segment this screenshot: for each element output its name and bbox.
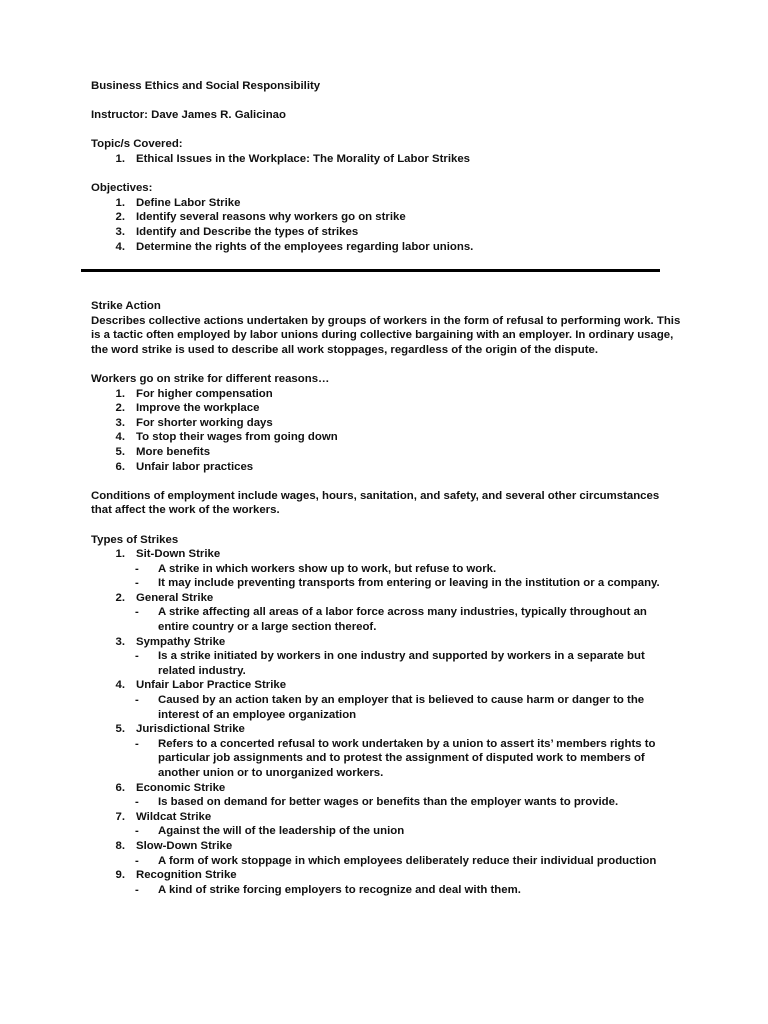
topic-item (91, 152, 691, 167)
bullet-text: It may include preventing transports from entering or leaving in the institution or a company. (158, 577, 660, 590)
dash-marker: - (135, 854, 139, 867)
list-number: 2. (115, 402, 125, 415)
strike-type-name: General Strike (136, 591, 214, 604)
strike-type-name: Economic Strike (136, 781, 226, 794)
reason-item (91, 445, 681, 460)
strike-type-name: Wildcat Strike (136, 810, 212, 823)
conditions-text: Conditions of employment include wages, hours, sanitation, and safety, and several other circumstances that affect the work of the workers. (91, 489, 660, 517)
instructor-line: Instructor: Dave James R. Galicinao (91, 109, 286, 122)
reason-text: Improve the workplace (136, 402, 260, 415)
strike-type-bullet (91, 605, 681, 634)
list-number: 7. (115, 810, 125, 823)
strike-type-name: Recognition Strike (136, 869, 237, 882)
list-number: 2. (115, 591, 125, 604)
dash-marker: - (135, 562, 139, 575)
strike-type-title (91, 635, 681, 650)
strike-type-title (91, 678, 681, 693)
topic-text: Ethical Issues in the Workplace: The Morality of Labor Strikes (136, 152, 470, 165)
strike-type-bullet (91, 693, 681, 722)
reasons-heading: Workers go on strike for different reasons… (91, 372, 330, 385)
list-number: 1. (115, 548, 125, 561)
list-number: 9. (115, 869, 125, 882)
types-heading: Types of Strikes (91, 533, 179, 546)
dash-marker: - (135, 694, 139, 707)
bullet-text: Is based on demand for better wages or benefits than the employer wants to provide. (158, 796, 619, 809)
dash-marker: - (135, 650, 139, 663)
strike-type-name: Slow-Down Strike (136, 839, 233, 852)
strike-type-name: Sit-Down Strike (136, 548, 221, 561)
list-number: 2. (115, 211, 125, 224)
reason-text: To stop their wages from going down (136, 431, 338, 444)
list-number: 3. (115, 416, 125, 429)
list-number: 4. (115, 431, 125, 444)
strike-type-name: Jurisdictional Strike (136, 723, 245, 736)
strike-action-text: Describes collective actions undertaken by groups of workers in the form of refusal to performing work. This is a tactic often employed by labor unions during collective bargaining with an employer. In ordinary usage, the word strike is used to describe all work stoppages, regardless of the origin of the dispute. (91, 314, 681, 356)
course-title: Business Ethics and Social Responsibility (91, 80, 321, 92)
body-section (91, 299, 681, 897)
strike-type-title (91, 547, 681, 562)
strike-type-title (91, 591, 681, 606)
strike-type-name: Sympathy Strike (136, 635, 226, 648)
strike-type-bullet (91, 883, 681, 898)
strike-type-title (91, 781, 681, 796)
strike-type-bullet (91, 854, 681, 869)
list-number: 6. (115, 460, 125, 473)
list-number: 6. (115, 781, 125, 794)
strike-type-bullet (91, 562, 681, 577)
topics-label: Topic/s Covered: (91, 138, 183, 151)
objective-item (91, 196, 691, 211)
list-number: 1. (115, 152, 125, 165)
horizontal-divider (81, 269, 660, 272)
list-number: 8. (115, 839, 125, 852)
reason-item (91, 460, 681, 475)
dash-marker: - (135, 577, 139, 590)
reason-item (91, 387, 681, 402)
list-number: 4. (115, 240, 125, 253)
objective-text: Identify several reasons why workers go on strike (136, 211, 406, 224)
objective-item (91, 240, 691, 255)
bullet-text: Caused by an action taken by an employer that is believed to cause harm or danger to the interest of an employee organization (158, 694, 645, 721)
reason-item (91, 430, 681, 445)
strike-type-title (91, 810, 681, 825)
list-number: 5. (115, 445, 125, 458)
list-number: 1. (115, 196, 125, 209)
dash-marker: - (135, 606, 139, 619)
strike-type-title (91, 839, 681, 854)
reason-text: For higher compensation (136, 387, 273, 400)
objective-text: Identify and Describe the types of strikes (136, 225, 359, 238)
list-number: 3. (115, 635, 125, 648)
strike-type-bullet (91, 824, 681, 839)
bullet-text: A strike in which workers show up to work, but refuse to work. (158, 562, 497, 575)
dash-marker: - (135, 825, 139, 838)
strike-type-name: Unfair Labor Practice Strike (136, 679, 287, 692)
reason-text: Unfair labor practices (136, 460, 254, 473)
objective-text: Define Labor Strike (136, 196, 241, 209)
strike-type-bullet (91, 737, 681, 781)
strike-type-bullet (91, 576, 681, 591)
reason-item (91, 416, 681, 431)
objectives-label: Objectives: (91, 182, 153, 195)
strike-type-bullet (91, 795, 681, 810)
bullet-text: A strike affecting all areas of a labor force across many industries, typically throughout an entire country or a large section thereof. (158, 606, 647, 634)
bullet-text: Refers to a concerted refusal to work undertaken by a union to assert its’ members rights to particular job assignments and to protest the assignment of disputed work to members of another union or to unorganized workers. (158, 737, 656, 779)
strike-type-title (91, 722, 681, 737)
strike-type-bullet (91, 649, 681, 678)
dash-marker: - (135, 737, 139, 750)
bullet-text: A kind of strike forcing employers to recognize and deal with them. (158, 883, 521, 896)
objective-item (91, 210, 691, 225)
reason-text: More benefits (136, 445, 211, 458)
header-section (91, 79, 691, 254)
bullet-text: Is a strike initiated by workers in one industry and supported by workers in a separate but related industry. (158, 650, 645, 677)
bullet-text: A form of work stoppage in which employees deliberately reduce their individual production (158, 854, 657, 867)
reason-text: For shorter working days (136, 416, 273, 429)
list-number: 3. (115, 225, 125, 238)
list-number: 4. (115, 679, 125, 692)
list-number: 1. (115, 387, 125, 400)
strike-type-title (91, 868, 681, 883)
strike-action-heading: Strike Action (91, 300, 161, 312)
bullet-text: Against the will of the leadership of the union (158, 825, 405, 838)
objective-item (91, 225, 691, 240)
reason-item (91, 401, 681, 416)
list-number: 5. (115, 723, 125, 736)
dash-marker: - (135, 796, 139, 809)
dash-marker: - (135, 883, 139, 896)
objective-text: Determine the rights of the employees regarding labor unions. (136, 240, 474, 253)
